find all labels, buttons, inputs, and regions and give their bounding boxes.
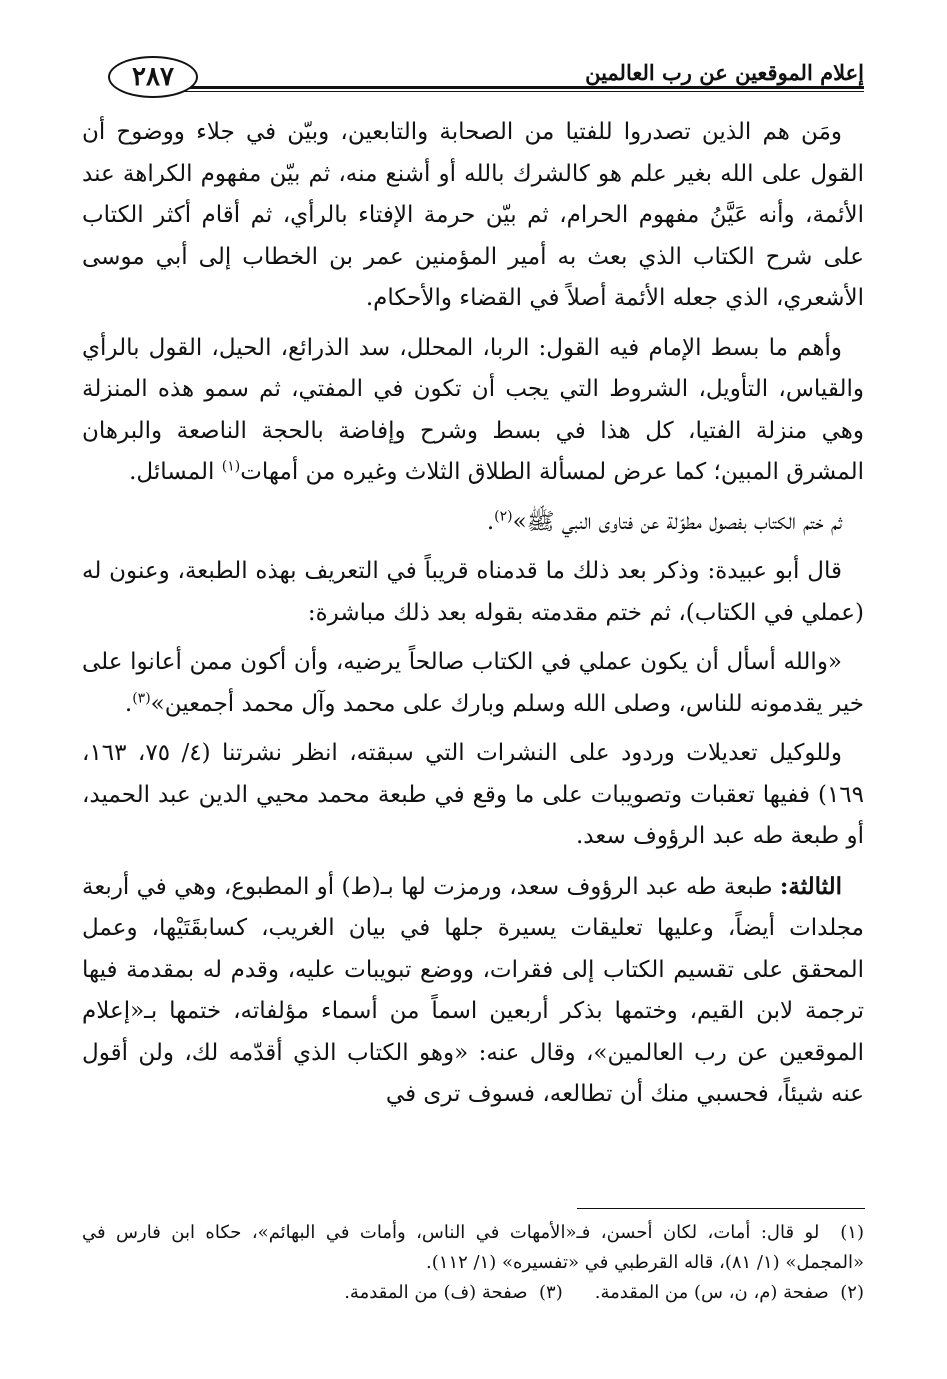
- header-rule: [183, 86, 864, 89]
- paragraph: [82, 866, 864, 1116]
- paragraph-text: قال أبو عبيدة: وذكر بعد ذلك ما قدمناه قريباً في التعريف بهذه الطبعة، وعنون له (عملي في الكتاب)، ثم ختم مقدمته بقوله بعد ذلك مباشرة:: [82, 558, 864, 626]
- footnote-text: صفحة (ف) من المقدمة.: [344, 1282, 528, 1303]
- paragraph-text: وللوكيل تعديلات وردود على النشرات التي سبقته، انظر نشرتنا (٤/ ٧٥، ١٦٣، ١٦٩) ففيها تعقبات وتصويبات على ما وقع في طبعة محمد محيي الدين عبد الحميد، أو طبعة طه عبد الرؤوف سعد.: [82, 740, 864, 849]
- paragraph-tail: .: [124, 690, 133, 717]
- footnote-text: لو قال: أمات، لكان أحسن، فـ«الأمهات في الناس، وأمات في البهائم»، حكاه ابن فارس في «المجمل» (١/ ٨١)، قاله القرطبي في «تفسيره» (١/ ١١٢).: [82, 1222, 864, 1273]
- footnote-marker: (٣): [539, 1282, 563, 1303]
- footnote-ref: (٣): [132, 689, 151, 706]
- header-rule-thin: [183, 91, 864, 92]
- running-title: إعلام الموقعين عن رب العالمين: [585, 60, 864, 85]
- paragraph-text: وأهم ما بسط الإمام فيه القول: الربا، المحلل، سد الذرائع، الحيل، القول بالرأي والقياس، التأويل، الشروط التي يجب أن تكون في المفتي، ثم سمو هذه المنزلة وهي منزلة الفتيا، كل هذا في بسط وشرح وإفاضة بالحجة الناصعة والبرهان المشرق المبين؛ كما عرض لمسألة الطلاق الثلاث وغيره من أمهات: [82, 334, 864, 485]
- paragraph: [82, 642, 864, 725]
- footnote-ref: (١): [221, 458, 241, 475]
- paragraph: [82, 502, 864, 544]
- paragraph-tail: .: [486, 508, 495, 535]
- footnote-2-3: [82, 1278, 864, 1308]
- main-text: [82, 112, 864, 1124]
- paragraph-text: طبعة طه عبد الرؤوف سعد، ورمزت لها بـ(ط) أو المطبوع، وهي في أربعة مجلدات أيضاً، وعليها تعليقات يسيرة جلها في بيان الغريب، كسابقَتَيْها، وعمل المحقق على تقسيم الكتاب إلى فقرات، ووضع تبويبات عليه، وقدم له بمقدمة فيها ترجمة لابن القيم، وختمها بذكر أربعين اسماً من أسماء مؤلفاته، ختمها بـ«إعلام الموقعين عن رب العالمين»، وقال عنه: «وهو الكتاب الذي أقدّمه لك، ولن أقول عنه شيئاً، فحسبي منك أن تطالعه، فسوف ترى في: [82, 873, 864, 1107]
- footnote-rule: [577, 1208, 865, 1209]
- paragraph: [82, 551, 864, 634]
- footnote-marker: (٢): [840, 1282, 864, 1303]
- footnote-ref: (٢): [494, 507, 513, 524]
- paragraph-lead: الثالثة:: [779, 872, 842, 900]
- footnote-marker: (١): [840, 1222, 864, 1243]
- footnote-text: صفحة (م، ن، س) من المقدمة.: [594, 1282, 829, 1303]
- paragraph: [82, 112, 864, 320]
- paragraph-text: ومَن هم الذين تصدروا للفتيا من الصحابة والتابعين، وبيّن في جلاء ووضوح أن القول على الله بغير علم هو كالشرك بالله أو أشنع منه، ثم بيّن مفهوم الكراهة عند الأئمة، وأنه عَيَّنُ مفهوم الحرام، ثم بيّن حرمة الإفتاء بالرأي، ثم أقام أكثر الكتاب على شرح الكتاب الذي بعث به أمير المؤمنين عمر بن الخطاب إلى أبي موسى الأشعري، الذي جعله الأئمة أصلاً في القضاء والأحكام.: [82, 119, 864, 311]
- paragraph-text: «والله أسأل أن يكون عملي في الكتاب صالحاً يرضيه، وأن أكون ممن أعانوا على خير يقدمونه للناس، وصلى الله وسلم وبارك على محمد وآل محمد أجمعين»: [82, 649, 864, 717]
- paragraph-text: ثم ختم الكتاب بفصول مطوّلة عن فتاوى النبي ﷺ»: [512, 508, 842, 535]
- paragraph: [82, 328, 864, 494]
- footnotes: [82, 1218, 864, 1308]
- footnote-1: [82, 1218, 864, 1278]
- page-number: ٢٨٧: [108, 56, 198, 98]
- page-header: [88, 48, 864, 100]
- paragraph-tail: المسائل.: [129, 459, 222, 485]
- paragraph: [82, 733, 864, 858]
